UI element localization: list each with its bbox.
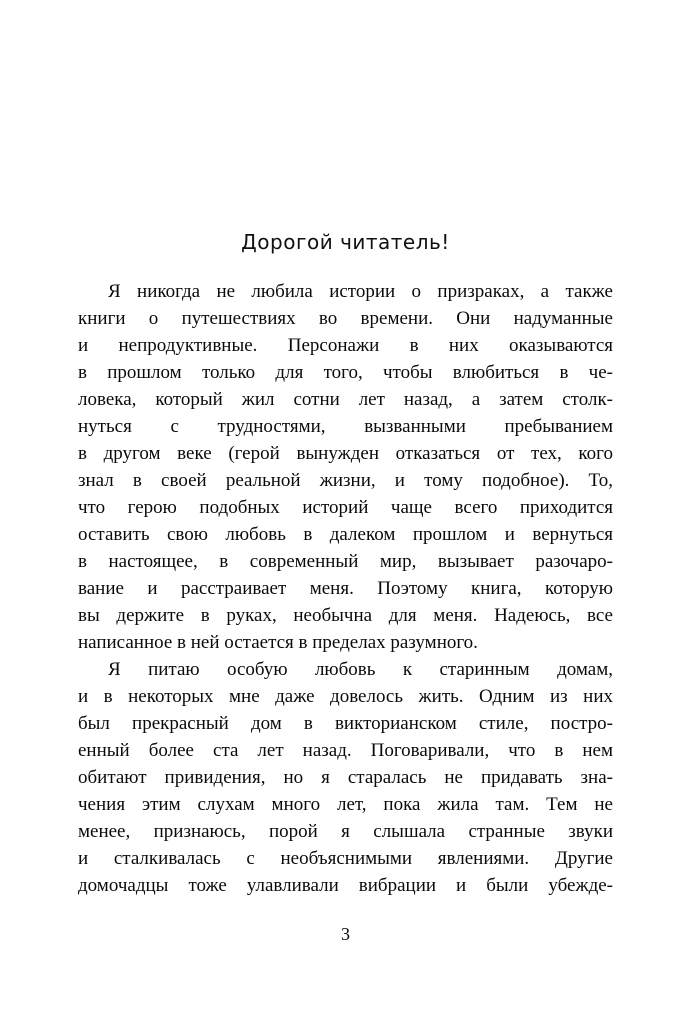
text-line: енный более ста лет назад. Поговаривали, что в нем <box>78 740 613 761</box>
text-line: знал в своей реальной жизни, и тому подобное). То, <box>78 470 613 491</box>
text-line: книги о путешествиях во времени. Они надуманные <box>78 308 613 329</box>
text-line: написанное в ней остается в пределах разумного. <box>78 632 478 653</box>
text-line: чения этим слухам много лет, пока жила там. Тем не <box>78 794 613 815</box>
paragraph <box>78 656 613 899</box>
text-line: обитают привидения, но я старалась не придавать зна- <box>78 767 613 788</box>
text-line: что герою подобных историй чаще всего приходится <box>78 497 613 518</box>
text-line: ловека, который жил сотни лет назад, а затем столк- <box>78 389 613 410</box>
text-line: в другом веке (герой вынужден отказаться от тех, кого <box>78 443 613 464</box>
text-line: Я питаю особую любовь к старинным домам, <box>108 659 613 680</box>
text-line: и в некоторых мне даже довелось жить. Одним из них <box>78 686 613 707</box>
text-line: в прошлом только для того, чтобы влюбиться в че- <box>78 362 613 383</box>
text-line: вание и расстраивает меня. Поэтому книга, которую <box>78 578 613 599</box>
page-number: 3 <box>341 924 350 944</box>
text-line: и сталкивалась с необъяснимыми явлениями. Другие <box>78 848 613 869</box>
text-line: оставить свою любовь в далеком прошлом и вернуться <box>78 524 613 545</box>
paragraph <box>78 278 613 656</box>
text-line: домочадцы тоже улавливали вибрации и были убежде- <box>78 875 613 896</box>
chapter-heading: Дорогой читатель! <box>241 230 450 254</box>
text-line: в настоящее, в современный мир, вызывает разочаро- <box>78 551 613 572</box>
text-line: вы держите в руках, необычна для меня. Надеюсь, все <box>78 605 613 626</box>
text-line: был прекрасный дом в викторианском стиле, постро- <box>78 713 613 734</box>
text-line: нуться с трудностями, вызванными пребыванием <box>78 416 613 437</box>
text-line: менее, признаюсь, порой я слышала странные звуки <box>78 821 613 842</box>
text-line: Я никогда не любила истории о призраках, а также <box>108 281 613 302</box>
text-line: и непродуктивные. Персонажи в них оказываются <box>78 335 613 356</box>
